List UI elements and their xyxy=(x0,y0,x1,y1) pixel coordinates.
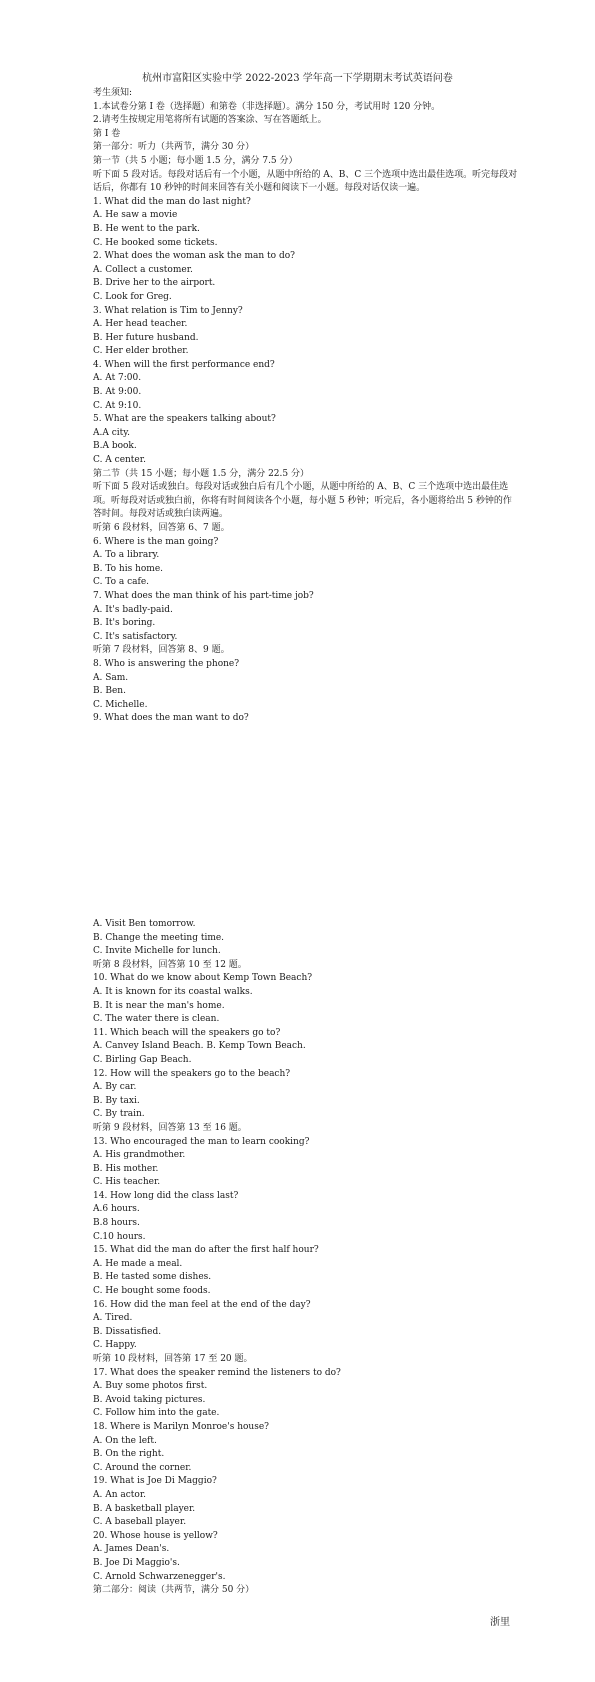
text-line: B. A basketball player. xyxy=(93,1503,196,1514)
text-line: 听第 10 段材料，回答第 17 至 20 题。 xyxy=(93,1354,253,1364)
text-line: B. Avoid taking pictures. xyxy=(93,1394,206,1405)
text-line: B. His mother. xyxy=(93,1163,159,1174)
text-line: C. A baseball player. xyxy=(93,1517,187,1528)
text-line: C. Michelle. xyxy=(93,699,148,710)
text-line: A. It's badly-paid. xyxy=(93,604,173,615)
text-line: 20. Whose house is yellow? xyxy=(93,1530,218,1541)
text-line: B. On the right. xyxy=(93,1449,165,1460)
text-line: B.8 hours. xyxy=(93,1218,140,1229)
text-line: A. Collect a customer. xyxy=(93,264,193,275)
text-line: 考生须知: xyxy=(93,88,133,98)
text-line: C. By train. xyxy=(93,1109,145,1120)
text-line: B. Dissatisfied. xyxy=(93,1326,162,1337)
text-line: A. Tired. xyxy=(93,1313,133,1324)
page-title: 杭州市富阳区实验中学 2022-2023 学年高一下学期期末考试英语问卷 xyxy=(142,73,453,84)
text-line: 13. Who encouraged the man to learn cooking? xyxy=(93,1136,310,1147)
text-line: 1. What did the man do last night? xyxy=(93,196,251,207)
text-line: 15. What did the man do after the first half hour? xyxy=(93,1245,319,1256)
text-line: 12. How will the speakers go to the beach? xyxy=(93,1068,291,1079)
text-line: 2. What does the woman ask the man to do? xyxy=(93,251,295,262)
text-line: 10. What do we know about Kemp Town Beach? xyxy=(93,973,313,984)
text-line: 第 I 卷 xyxy=(93,128,121,139)
text-line: 第一部分：听力（共两节，满分 30 分） xyxy=(93,142,255,153)
text-line: 6. Where is the man going? xyxy=(93,536,219,547)
text-line: A. His grandmother. xyxy=(93,1150,186,1161)
text-line: C. A center. xyxy=(93,455,146,466)
text-line: A. On the left. xyxy=(93,1435,157,1446)
text-line: 14. How long did the class last? xyxy=(93,1190,239,1201)
text-line: 第二部分：阅读（共两节，满分 50 分） xyxy=(93,1585,255,1596)
text-line: A. Canvey Island Beach. B. Kemp Town Beach. xyxy=(93,1041,306,1052)
text-line: C.10 hours. xyxy=(93,1231,146,1242)
text-line: C. To a cafe. xyxy=(93,577,150,588)
text-line: B. To his home. xyxy=(93,563,164,574)
text-line: C. Arnold Schwarzenegger's. xyxy=(93,1571,226,1582)
text-line: A. It is known for its coastal walks. xyxy=(93,986,253,997)
text-line: A. By car. xyxy=(93,1082,137,1093)
text-line: B. It is near the man's home. xyxy=(93,1000,225,1011)
text-line: B. Joe Di Maggio's. xyxy=(93,1557,180,1568)
text-line: 7. What does the man think of his part-time job? xyxy=(93,590,314,601)
footer-mark: 浙里 xyxy=(490,1617,510,1628)
text-line: A.A city. xyxy=(93,427,131,438)
text-line: C. The water there is clean. xyxy=(93,1014,220,1025)
text-line: C. He booked some tickets. xyxy=(93,237,218,248)
text-line: B. At 9:00. xyxy=(93,387,142,398)
text-line: C. At 9:10. xyxy=(93,400,142,411)
text-line: 5. What are the speakers talking about? xyxy=(93,414,276,425)
text-line: B. By taxi. xyxy=(93,1095,140,1106)
text-line: C. Her elder brother. xyxy=(93,346,189,357)
text-line: A. To a library. xyxy=(93,550,160,561)
text-line: B. Drive her to the airport. xyxy=(93,278,216,289)
text-line: A. Buy some photos first. xyxy=(93,1381,208,1392)
text-line: A. Her head teacher. xyxy=(93,319,188,330)
text-line: B. He went to the park. xyxy=(93,223,200,234)
text-line: 1.本试卷分第 I 卷（选择题）和第卷（非选择题）。满分 150 分，考试用时 120 分钟。 xyxy=(93,101,441,112)
text-line: 3. What relation is Tim to Jenny? xyxy=(93,305,243,316)
text-line: C. Follow him into the gate. xyxy=(93,1408,220,1419)
text-line: 听下面 5 段对话或独白。每段对话或独白后有几个小题，从题中所给的 A、B、C 三个选项中选出最佳选项。听每段对话或独白前，你将有时间阅读各个小题，每小题 5 秒钟；听完后，各小题将给出 5 秒钟的作答时间。每段对话或独白读两遍。 xyxy=(93,482,512,520)
text-line: 听第 6 段材料，回答第 6、7 题。 xyxy=(93,523,230,533)
text-line: C. His teacher. xyxy=(93,1177,161,1188)
text-line: 听第 8 段材料，回答第 10 至 12 题。 xyxy=(93,959,247,970)
text-line: C. He bought some foods. xyxy=(93,1286,211,1297)
text-line: C. Birling Gap Beach. xyxy=(93,1054,192,1065)
text-line: A. He saw a movie xyxy=(93,210,178,221)
text-line: A. He made a meal. xyxy=(93,1258,183,1269)
text-line: 9. What does the man want to do? xyxy=(93,713,249,724)
text-line: B. Her future husband. xyxy=(93,332,199,343)
text-line: 11. Which beach will the speakers go to? xyxy=(93,1027,281,1038)
text-line: C. Invite Michelle for lunch. xyxy=(93,946,221,957)
exam-text-block-bottom xyxy=(93,918,518,1598)
text-line: 18. Where is Marilyn Monroe's house? xyxy=(93,1421,269,1432)
text-line: A. At 7:00. xyxy=(93,373,142,384)
text-line: B. It's boring. xyxy=(93,618,156,629)
text-line: A. Visit Ben tomorrow. xyxy=(93,919,196,929)
text-line: B. He tasted some dishes. xyxy=(93,1272,212,1283)
text-line: C. It's satisfactory. xyxy=(93,631,178,642)
text-line: B.A book. xyxy=(93,441,137,452)
text-line: 听第 9 段材料，回答第 13 至 16 题。 xyxy=(93,1122,247,1133)
text-line: 听下面 5 段对话。每段对话后有一个小题，从题中所给的 A、B、C 三个选项中选出最佳选项。听完每段对话后，你都有 10 秒钟的时间来回答有关小题和阅读下一小题。每段对话仅读一遍。 xyxy=(93,169,518,194)
text-line: 听第 7 段材料，回答第 8、9 题。 xyxy=(93,645,230,656)
text-line: A. Sam. xyxy=(93,672,129,683)
text-line: 16. How did the man feel at the end of the day? xyxy=(93,1299,311,1310)
text-line: 2.请考生按规定用笔将所有试题的答案涂、写在答题纸上。 xyxy=(93,115,327,126)
text-line: A. James Dean's. xyxy=(93,1544,170,1555)
text-line: C. Happy. xyxy=(93,1340,137,1351)
text-line: 19. What is Joe Di Maggio? xyxy=(93,1476,217,1487)
text-line: 17. What does the speaker remind the listeners to do? xyxy=(93,1367,341,1378)
text-line: B. Change the meeting time. xyxy=(93,932,225,943)
text-line: C. Look for Greg. xyxy=(93,291,172,302)
text-line: 第二节（共 15 小题；每小题 1.5 分，满分 22.5 分） xyxy=(93,468,309,479)
text-line: A. An actor. xyxy=(93,1489,146,1500)
text-line: 第一节（共 5 小题；每小题 1.5 分，满分 7.5 分） xyxy=(93,155,298,166)
text-line: A.6 hours. xyxy=(93,1204,140,1215)
text-line: 8. Who is answering the phone? xyxy=(93,658,240,669)
text-line: B. Ben. xyxy=(93,686,126,697)
text-line: 4. When will the first performance end? xyxy=(93,359,275,370)
text-line: C. Around the corner. xyxy=(93,1462,192,1473)
exam-text-block-top xyxy=(93,87,518,726)
